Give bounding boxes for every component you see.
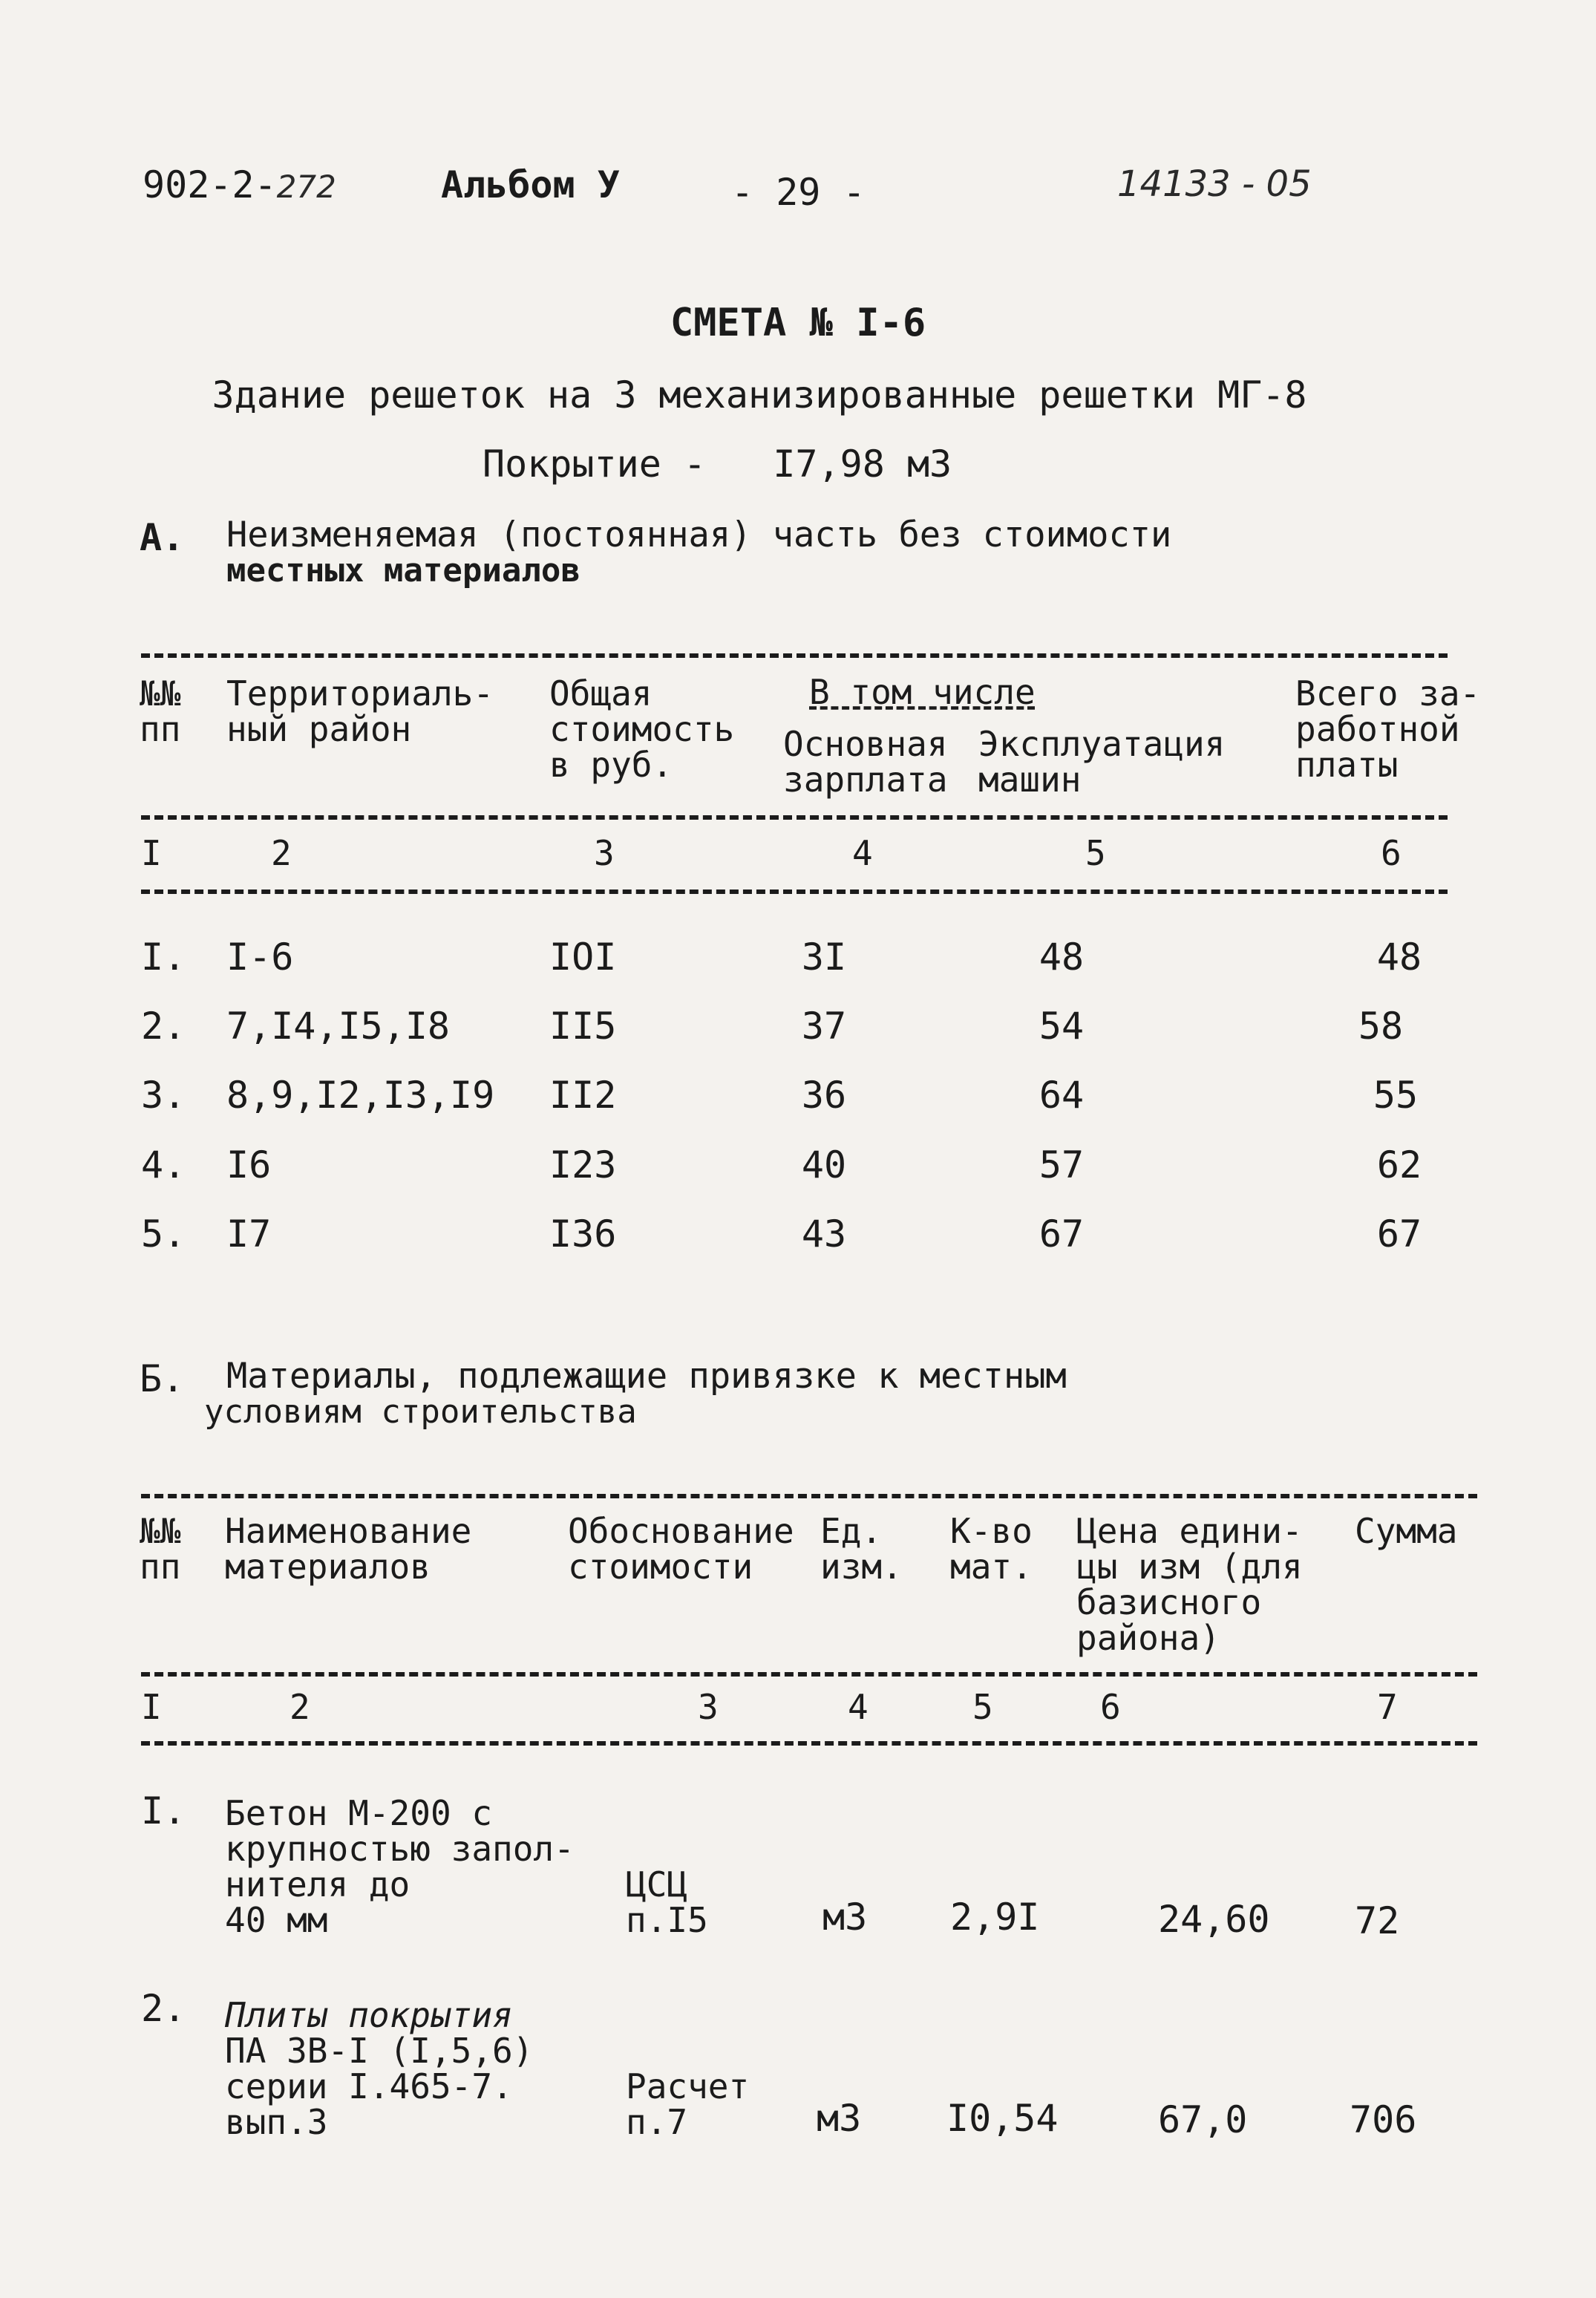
header-col1-line2: пп [140,709,181,749]
doc-code-handwritten: 272 [276,169,336,205]
table-a-header-col1 [140,673,181,749]
row-quantity: 2,9I [950,1896,1040,1939]
row-region: I7 [226,1212,272,1256]
name-line: ПА 3В-I (I,5,6) [225,2031,534,2071]
basis-line: п.7 [626,2102,688,2142]
album-label: Альбом У [441,163,620,206]
name-line: крупностью запол- [225,1829,575,1869]
row-machines: 67 [1039,1212,1085,1256]
table-b-mid-rule [141,1672,1477,1677]
table-b-header-col6 [1076,1513,1303,1656]
table-b-header-col7: Сумма [1355,1511,1458,1551]
row-unit: м3 [822,1896,868,1939]
row-salary: 37 [801,1005,847,1048]
reference-handwritten: 14133 - 05 [1117,163,1312,205]
header-col5-line1: К-во [950,1511,1033,1551]
header-col6-line1: Цена едини- [1076,1511,1303,1551]
header-col6-line1: Всего за- [1295,673,1481,714]
row-number: 3. [141,1074,186,1117]
table-a-bottom-rule [141,890,1448,894]
row-wages: 55 [1373,1074,1419,1117]
row-machines: 57 [1039,1143,1085,1186]
table-a-top-rule [141,653,1448,658]
section-a-marker: А. [140,516,185,559]
table-b-colnum-5: 5 [972,1687,993,1727]
row-quantity: I0,54 [946,2097,1059,2140]
row-salary: 40 [801,1143,847,1186]
table-a-header-group: В том числе [809,672,1036,712]
row-material-name [225,1795,575,1938]
section-b-marker: Б. [140,1357,185,1400]
header-col4-line2: зарплата [783,760,948,800]
row-wages: 67 [1376,1212,1422,1256]
table-b-header-col3 [568,1511,794,1587]
table-a-colnum-5: 5 [1085,833,1106,873]
name-line: серии I.465-7. [225,2066,513,2106]
building-title: Здание решеток на 3 механизированные решетки МГ-8 [212,373,1307,417]
row-total: IOI [549,936,617,979]
table-b-colnum-6: 6 [1100,1687,1121,1727]
header-col6-line4: района) [1076,1618,1220,1658]
section-a-heading-line2: местных материалов [226,552,580,590]
smeta-title: СМЕТА № I-6 [670,301,926,345]
row-region: 8,9,I2,I3,I9 [226,1074,495,1117]
header-col6-line2: работной [1295,709,1460,749]
row-total: II5 [549,1005,617,1048]
table-b-colnum-3: 3 [698,1687,719,1727]
row-region: I6 [226,1143,272,1186]
row-number: I. [141,936,186,979]
row-wages: 58 [1358,1005,1404,1048]
row-number: I. [141,1789,186,1832]
row-total: I36 [549,1212,617,1256]
basis-line: п.I5 [626,1900,708,1940]
doc-code [143,165,336,207]
table-b-colnum-1: I [141,1687,162,1727]
row-total: I23 [549,1143,617,1186]
table-b-header-col4 [820,1511,903,1587]
row-number: 4. [141,1143,186,1186]
name-line: нителя до [225,1864,411,1904]
header-col4-line1: Основная [783,724,948,764]
name-line: 40 мм [225,1900,328,1940]
row-unit: м3 [817,2097,862,2140]
header-col3-line1: Обоснование [568,1511,794,1551]
table-a-colnum-1: I [141,833,162,873]
section-b-heading-line1: Материалы, подлежащие привязке к местным [226,1356,1067,1397]
section-a-heading-line1: Неизменяемая (постоянная) часть без стоимости [226,515,1172,555]
table-b-top-rule [141,1494,1477,1498]
row-basis [626,1864,708,1940]
table-a-header-col5 [978,724,1226,800]
row-region: 7,I4,I5,I8 [226,1005,451,1048]
table-a-header-col3 [549,673,735,785]
table-b-colnum-2: 2 [290,1687,310,1727]
header-col2-line1: Территориаль- [226,673,494,714]
header-col1-line1: №№ [140,673,181,714]
table-a-header-col6 [1295,673,1481,785]
table-a-colnum-2: 2 [271,833,292,873]
page-number: - 29 - [731,171,866,214]
name-line: Плиты покрытия [225,1995,513,2035]
header-col3-line2: стоимости [568,1547,753,1587]
row-wages: 62 [1376,1143,1422,1186]
table-b-header-col1 [140,1511,181,1587]
row-machines: 64 [1039,1074,1085,1117]
header-col6-line2: цы изм (для [1076,1547,1303,1587]
table-a-header-col4 [783,724,948,800]
row-wages: 48 [1376,936,1422,979]
header-col2-line2: ный район [226,709,412,749]
name-line: Бетон М-200 с [225,1793,493,1833]
section-b-heading-line2: условиям строительства [204,1393,637,1431]
header-col2-line2: материалов [225,1547,431,1587]
header-col6-line3: платы [1295,745,1399,785]
row-total: II2 [549,1074,617,1117]
row-sum: 72 [1355,1899,1400,1942]
row-region: I-6 [226,936,294,979]
table-a-mid-rule [141,815,1448,820]
row-number: 2. [141,1005,186,1048]
header-col2-line1: Наименование [225,1511,472,1551]
basis-line: Расчет [626,2066,750,2106]
row-material-name [225,1997,533,2140]
table-a-colnum-3: 3 [594,833,615,873]
row-basis [626,2066,750,2142]
header-col3-line2: стоимость [549,709,735,749]
table-a-header-col2 [226,673,494,749]
table-b-colnum-7: 7 [1377,1687,1398,1727]
row-number: 5. [141,1212,186,1256]
table-b-header-col5 [950,1511,1033,1587]
row-machines: 54 [1039,1005,1085,1048]
row-sum: 706 [1350,2098,1417,2141]
header-col5-line1: Эксплуатация [978,724,1226,764]
doc-code-text: 902-2- [143,163,277,206]
coverage-title: Покрытие - I7,98 м3 [483,443,952,486]
header-col4-line2: изм. [820,1547,903,1587]
table-a-colnum-4: 4 [852,833,873,873]
header-col6-line3: базисного [1076,1582,1262,1622]
header-col5-line2: мат. [950,1547,1033,1587]
row-salary: 36 [801,1074,847,1117]
row-salary: 3I [801,936,847,979]
header-col4-line1: Ед. [820,1511,883,1551]
header-col3-line3: в руб. [549,745,673,785]
header-col1-line2: пп [140,1547,181,1587]
row-machines: 48 [1039,936,1085,979]
basis-line: ЦСЦ [626,1864,688,1904]
row-salary: 43 [801,1212,847,1256]
row-price: 24,60 [1158,1898,1270,1941]
header-col5-line2: машин [978,760,1082,800]
table-b-colnum-4: 4 [848,1687,869,1727]
header-col3-line1: Общая [549,673,653,714]
row-price: 67,0 [1158,2098,1248,2141]
name-line: вып.3 [225,2102,328,2142]
table-a-colnum-6: 6 [1381,833,1402,873]
header-col1-line1: №№ [140,1511,181,1551]
table-b-bottom-rule [141,1741,1477,1746]
row-number: 2. [141,1987,186,2030]
table-b-header-col2 [225,1511,472,1587]
